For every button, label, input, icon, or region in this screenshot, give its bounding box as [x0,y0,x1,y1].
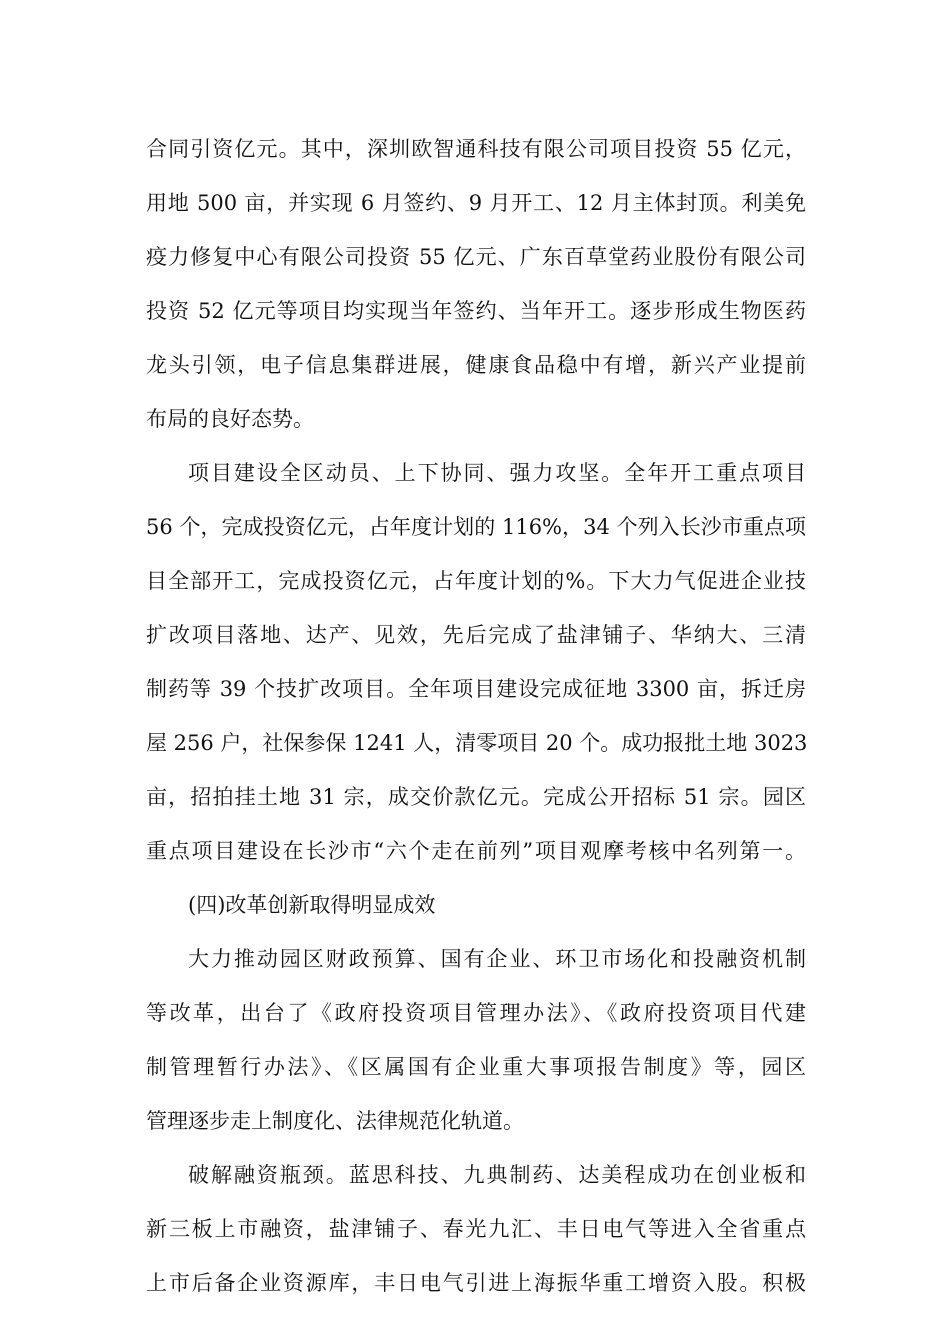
paragraph-line: 投资 52 亿元等项目均实现当年签约、当年开工。逐步形成生物医药 [146,299,806,323]
paragraph-line: 屋 256 户，社保参保 1241 人，清零项目 20 个。成功报批土地 3023 [146,731,808,755]
paragraph-line: 亩，招拍挂土地 31 宗，成交价款亿元。完成公开招标 51 宗。园区 [146,785,806,809]
paragraph-line: 破解融资瓶颈。蓝思科技、九典制药、达美程成功在创业板和 [188,1163,806,1187]
paragraph-line: 疫力修复中心有限公司投资 55 亿元、广东百草堂药业股份有限公司 [146,245,806,269]
paragraph-line: 合同引资亿元。其中，深圳欧智通科技有限公司项目投资 55 亿元， [146,137,806,161]
paragraph-line: 等改革，出台了《政府投资项目管理办法》、《政府投资项目代建 [146,1001,806,1025]
paragraph-line: 龙头引领，电子信息集群进展，健康食品稳中有增，新兴产业提前 [146,353,806,377]
paragraph-line: 用地 500 亩，并实现 6 月签约、9 月开工、12 月主体封顶。利美免 [146,191,806,215]
paragraph-line: 56 个，完成投资亿元，占年度计划的 116%，34 个列入长沙市重点项 [146,515,806,539]
body-text [146,122,806,1310]
paragraph-line: 布局的良好态势。 [146,407,314,431]
paragraph-line: 管理逐步走上制度化、法律规范化轨道。 [146,1109,524,1133]
paragraph-line: 制药等 39 个技扩改项目。全年项目建设完成征地 3300 亩，拆迁房 [146,677,806,701]
paragraph-line: 新三板上市融资，盐津铺子、春光九汇、丰日电气等进入全省重点 [146,1217,806,1241]
paragraph-line: 扩改项目落地、达产、见效，先后完成了盐津铺子、华纳大、三清 [146,623,806,647]
paragraph-line: 制管理暂行办法》、《区属国有企业重大事项报告制度》等，园区 [146,1055,806,1079]
paragraph-line: 大力推动园区财政预算、国有企业、环卫市场化和投融资机制 [188,947,806,971]
paragraph-line: 目全部开工，完成投资亿元，占年度计划的%。下大力气促进企业技 [146,569,806,593]
paragraph-line: 项目建设全区动员、上下协同、强力攻坚。全年开工重点项目 [188,461,806,485]
section-heading: (四)改革创新取得明显成效 [188,893,436,917]
paragraph-line: 上市后备企业资源库，丰日电气引进上海振华重工增资入股。积极 [146,1271,806,1295]
paragraph-line: 重点项目建设在长沙市“六个走在前列”项目观摩考核中名列第一。 [146,839,806,863]
